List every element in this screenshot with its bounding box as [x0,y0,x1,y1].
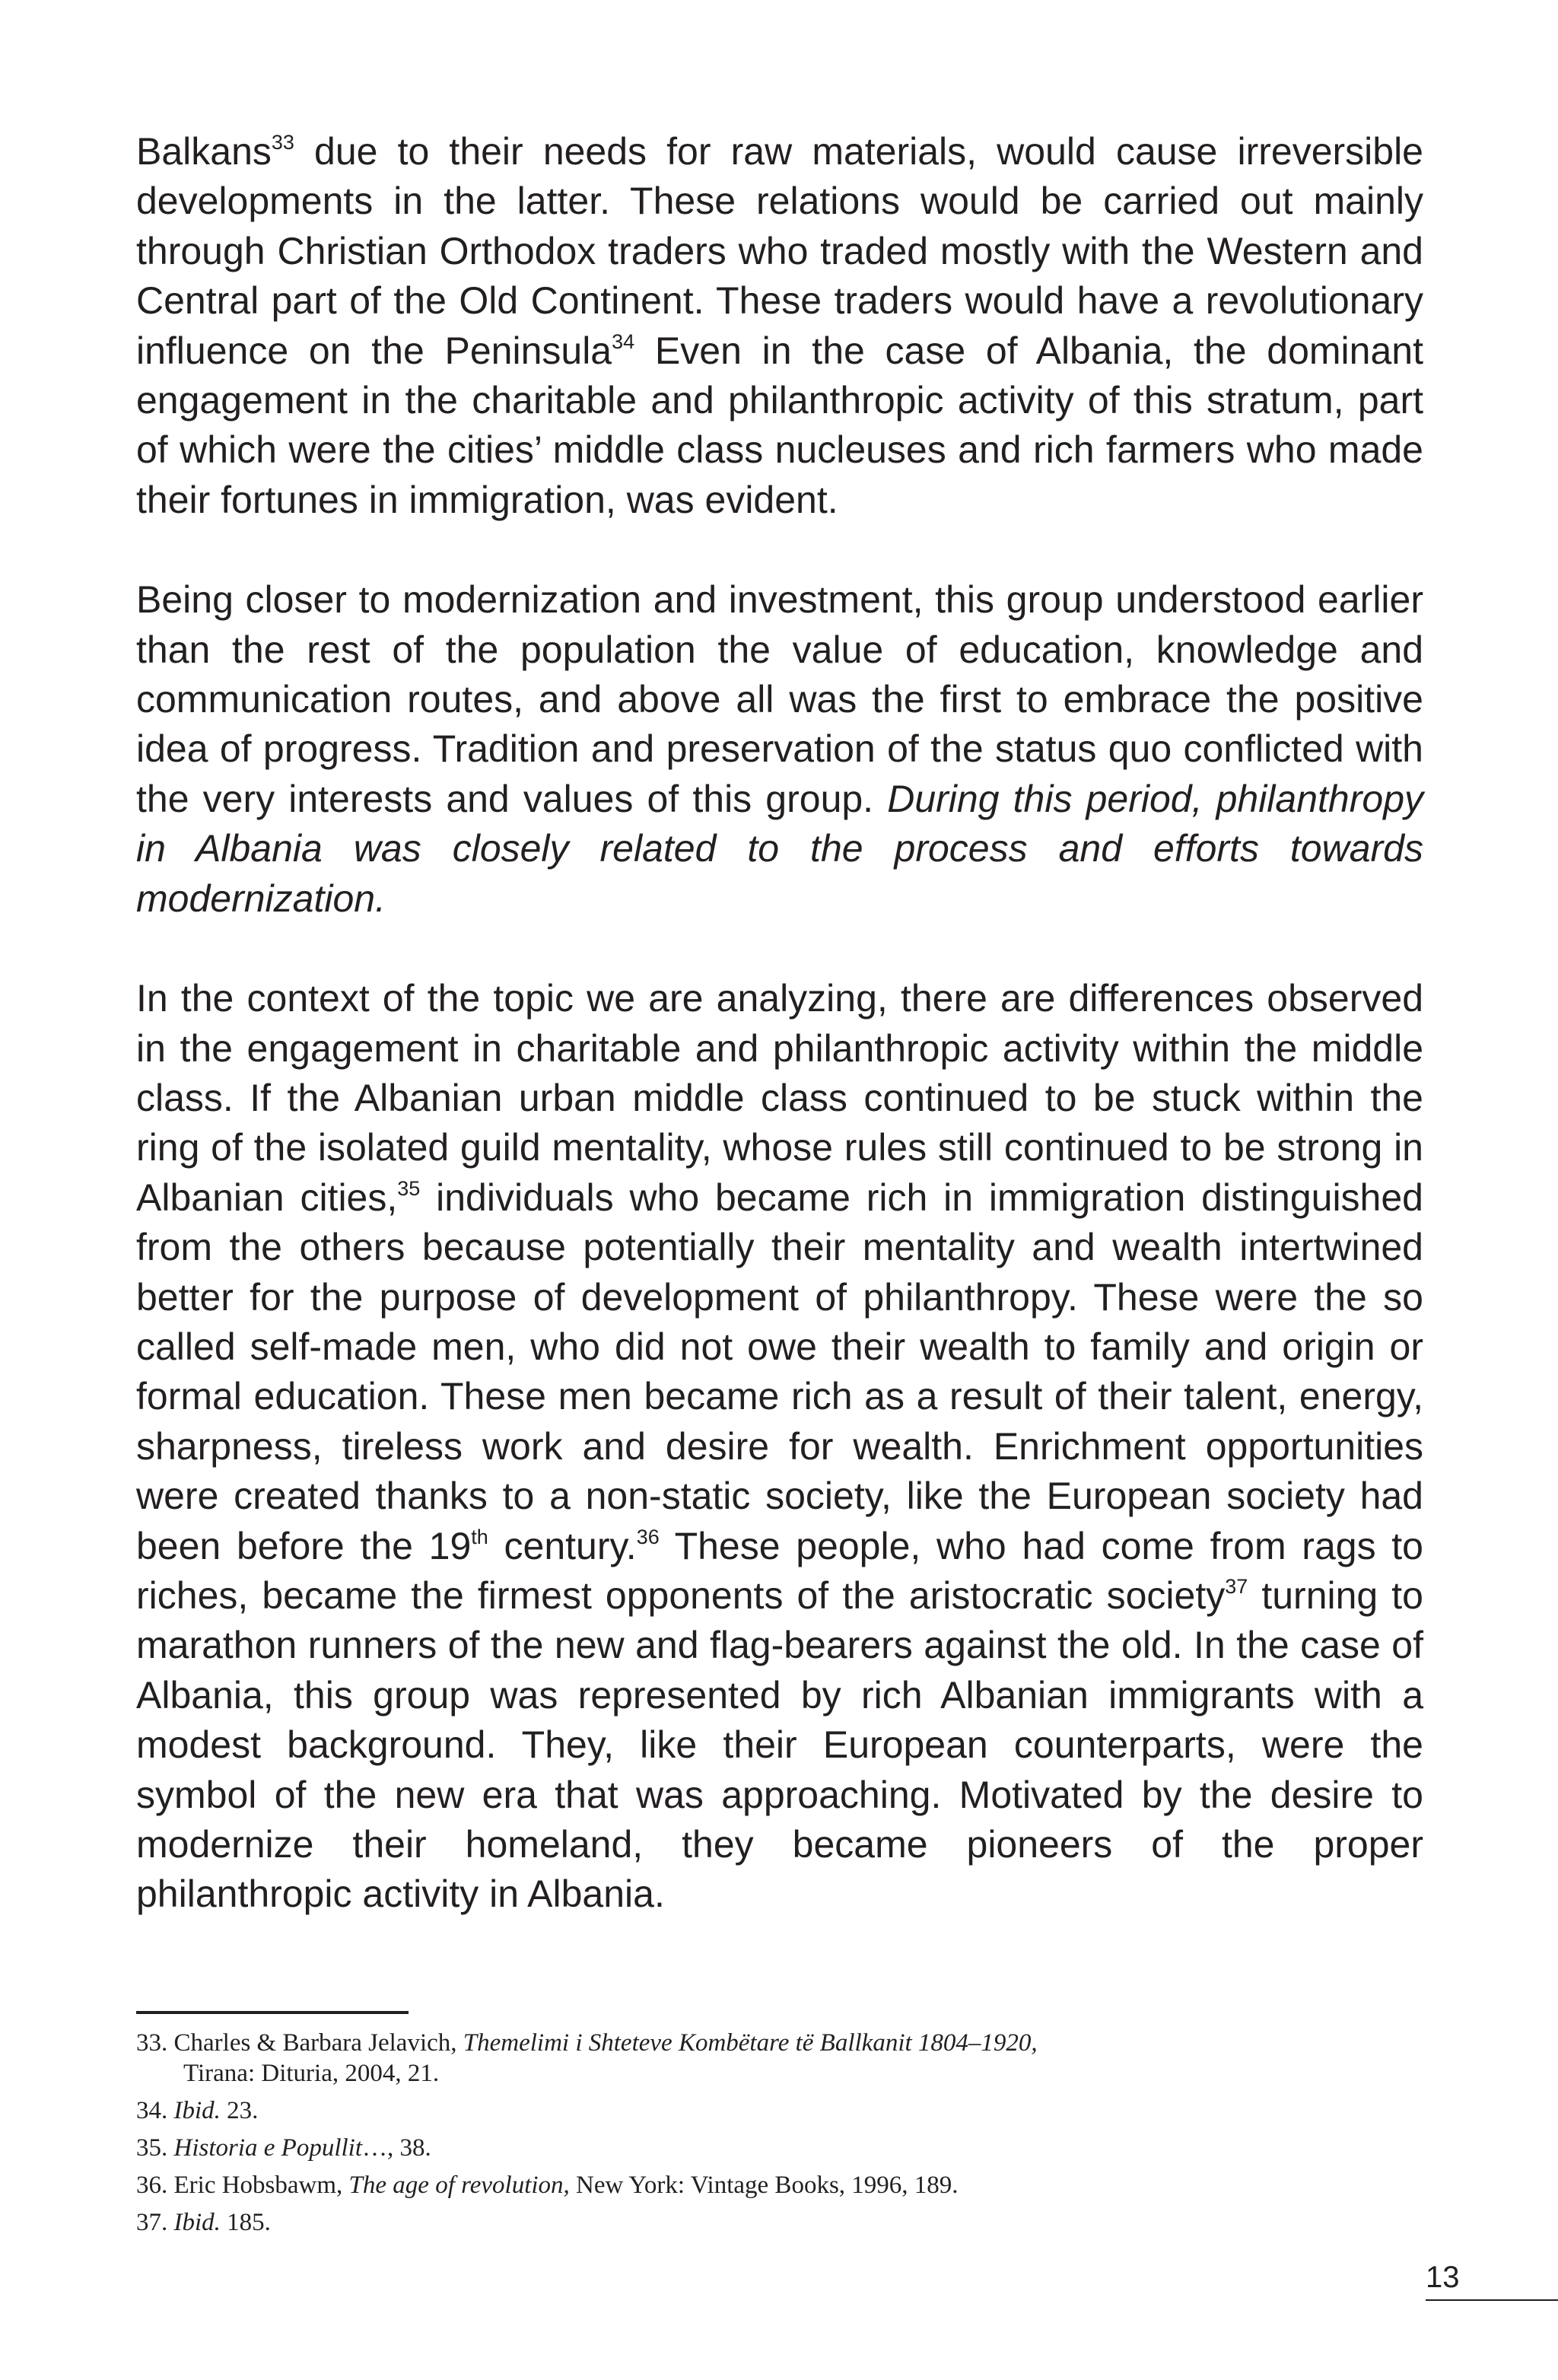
text-run: 185. [220,2209,271,2236]
paragraph [136,127,1423,525]
text-run: Balkans [136,130,272,173]
text-run: 36. Eric Hobsbawm, [136,2172,349,2199]
text-run: These people, who had come from rags to riches, became the firmest opponents of the aristocratic society [136,1524,1423,1617]
italic-text: Ibid. [173,2209,221,2236]
page-number: 13 [1426,2261,1460,2294]
footnote-continuation [136,2058,1423,2089]
footnote-reference: 34 [612,329,635,353]
footnote [136,2028,1423,2089]
footnote-reference: 35 [397,1176,421,1200]
footnote [136,2095,1423,2126]
text-run: …, 38. [362,2134,431,2162]
text-run: century. [488,1524,637,1567]
footnote [136,2133,1423,2163]
footnote-reference: 37 [1225,1574,1248,1598]
italic-text: Themelimi i Shteteve Kombëtare të Ballkanit 1804–1920, [463,2029,1038,2057]
footnote [136,2170,1423,2200]
text-run: Being closer to modernization and investment, this group understood earlier than the rest of the population the value of education, knowledge and communication routes, and above all was the first to embrace the positive idea of progress. Tradition and preservation of the status quo conflicted with the very interests and values of this group. [136,578,1423,820]
paragraph [136,575,1423,924]
footnote-reference: 36 [636,1525,660,1548]
italic-text: During this period, philanthropy in Albania was closely related to the process and efforts towards modernization. [136,777,1424,920]
italic-text: The age of revolution, [348,2172,570,2199]
paragraph [136,974,1423,1920]
text-run: turning to marathon runners of the new and flag-bearers against the old. In the case of Albania, this group was represented by rich Albanian immigrants with a modest background. They, like their European counterparts, were the symbol of the new era that was approaching. Motivated by the desire to modernize their homeland, they became pioneers of the proper philanthropic activity in Albania. [136,1573,1423,1916]
text-run: 33. Charles & Barbara Jelavich, [136,2029,463,2057]
footnote-reference: th [471,1525,488,1548]
text-run: Even in the case of Albania, the dominant engagement in the charitable and philanthropic activity of this stratum, part of which were the cities’ middle class nucleuses and rich farmers who made their fortunes in immigration, was evident. [136,329,1423,521]
text-run: 23. [220,2097,259,2124]
footnote-separator [136,2011,409,2014]
italic-text: Historia e Popullit [173,2134,362,2162]
text-run: individuals who became rich in immigration distinguished from the others because potentially their mentality and wealth intertwined better for the purpose of development of philanthropy. These were the so called self-made men, who did not owe their wealth to family and origin or formal education. These men became rich as a result of their talent, energy, sharpness, tireless work and desire for wealth. Enrichment opportunities were created thanks to a non-static society, like the European society had been before the 19 [136,1176,1423,1567]
page-number-rule [1426,2299,1558,2301]
body-text [136,127,1423,1920]
text-run: due to their needs for raw materials, would cause irreversible developments in the latter. These relations would be carried out mainly through Christian Orthodox traders who traded mostly with the Western and Central part of the Old Continent. These traders would have a revolutionary influence on the Peninsula [136,130,1423,372]
text-run: In the context of the topic we are analyzing, there are differences observed in the engagement in charitable and philanthropic activity within the middle class. If the Albanian urban middle class continued to be stuck within the ring of the isolated guild mentality, whose rules still continued to be strong in Albanian cities, [136,977,1423,1219]
text-run: 37. [136,2209,174,2236]
italic-text: Ibid. [173,2097,221,2124]
footnote [136,2207,1423,2238]
footnote-reference: 33 [271,131,294,154]
text-run: New York: Vintage Books, 1996, 189. [569,2172,959,2199]
text-run: 34. [136,2097,174,2124]
footnotes [136,2028,1423,2245]
text-run: Tirana: Dituria, 2004, 21. [183,2060,440,2087]
text-run: 35. [136,2134,174,2162]
